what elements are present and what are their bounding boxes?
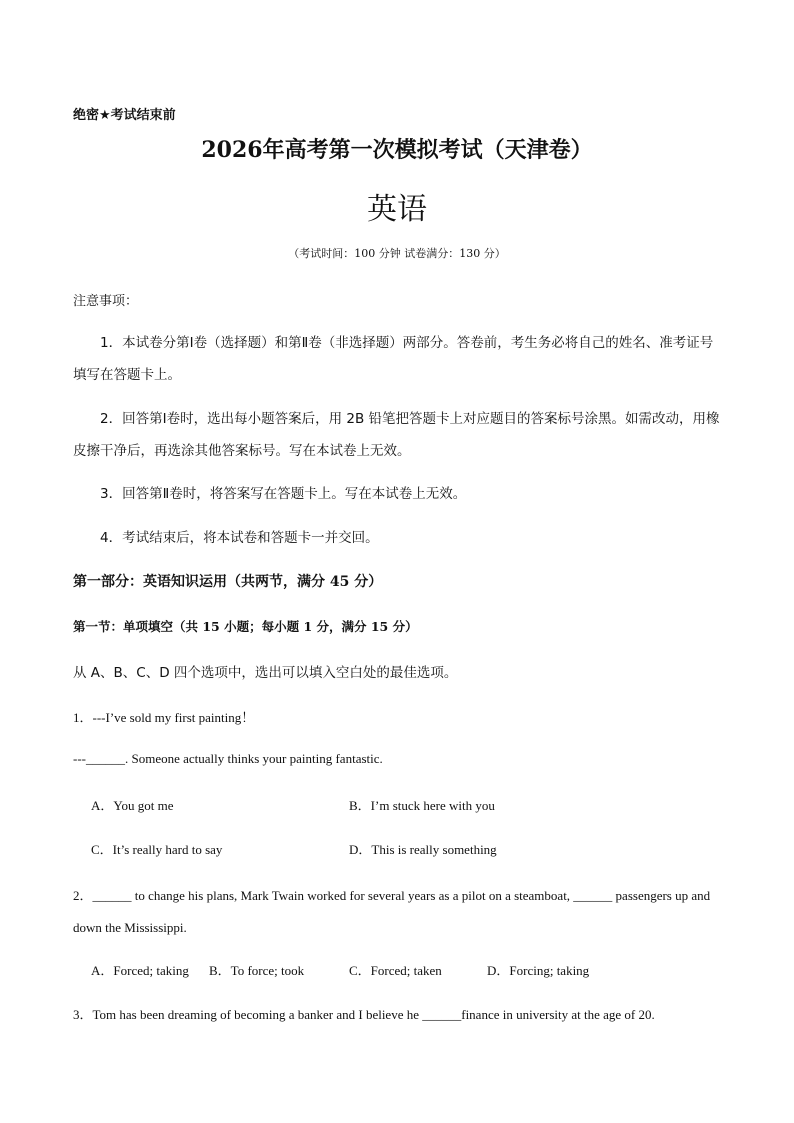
question-1-option-b: B．I’m stuck here with you — [349, 798, 495, 813]
question-2-option-d: D．Forcing; taking — [487, 963, 590, 978]
notice-heading: 注意事项： — [73, 294, 139, 309]
notice-item-1: 1．本试卷分第Ⅰ卷（选择题）和第Ⅱ卷（非选择题）两部分。答卷前，考生务必将自己的姓名、准考证号填写在答题卡上。 — [73, 335, 714, 383]
exam-info: （考试时间：100 分钟 试卷满分：130 分） — [288, 247, 506, 260]
notice-item-3: 3．回答第Ⅱ卷时，将答案写在答题卡上。写在本试卷上无效。 — [100, 486, 467, 502]
question-2-prompt: 2．______ to change his plans, Mark Twain worked for several years as a pilot on a steamboat, ______ passengers up and down the Mississippi. — [73, 888, 711, 935]
question-1-option-a: A．You got me — [91, 798, 174, 813]
question-1-prompt: 1．---I’ve sold my first painting！ — [73, 710, 255, 725]
notice-item-2: 2．回答第Ⅰ卷时，选出每小题答案后，用 2B 铅笔把答题卡上对应题目的答案标号涂黑。如需改动，用橡皮擦干净后，再选涂其他答案标号。写在本试卷上无效。 — [73, 411, 720, 459]
section-instruction: 从 A、B、C、D 四个选项中，选出可以填入空白处的最佳选项。 — [73, 665, 458, 681]
question-2-option-c: C．Forced; taken — [349, 963, 442, 978]
confidential-mark: 绝密★考试结束前 — [73, 108, 176, 123]
notice-item-4: 4．考试结束后，将本试卷和答题卡一并交回。 — [100, 530, 379, 546]
section-one-heading: 第一节：单项填空（共 15 小题；每小题 1 分，满分 15 分） — [73, 619, 418, 634]
question-2-option-a: A．Forced; taking — [91, 963, 189, 978]
question-1-option-d: D．This is really something — [349, 842, 497, 857]
question-1-option-c: C．It’s really hard to say — [91, 842, 223, 857]
exam-title: 2026年高考第一次模拟考试（天津卷） — [201, 137, 593, 163]
part-one-heading: 第一部分：英语知识运用（共两节，满分 45 分） — [73, 574, 383, 590]
question-2-option-b: B．To force; took — [209, 963, 305, 978]
question-1-response: ---______. Someone actually thinks your painting fantastic. — [73, 751, 383, 766]
subject-title: 英语 — [367, 192, 427, 227]
question-3-prompt: 3．Tom has been dreaming of becoming a banker and I believe he ______finance in university at the age of 20. — [73, 1007, 655, 1022]
